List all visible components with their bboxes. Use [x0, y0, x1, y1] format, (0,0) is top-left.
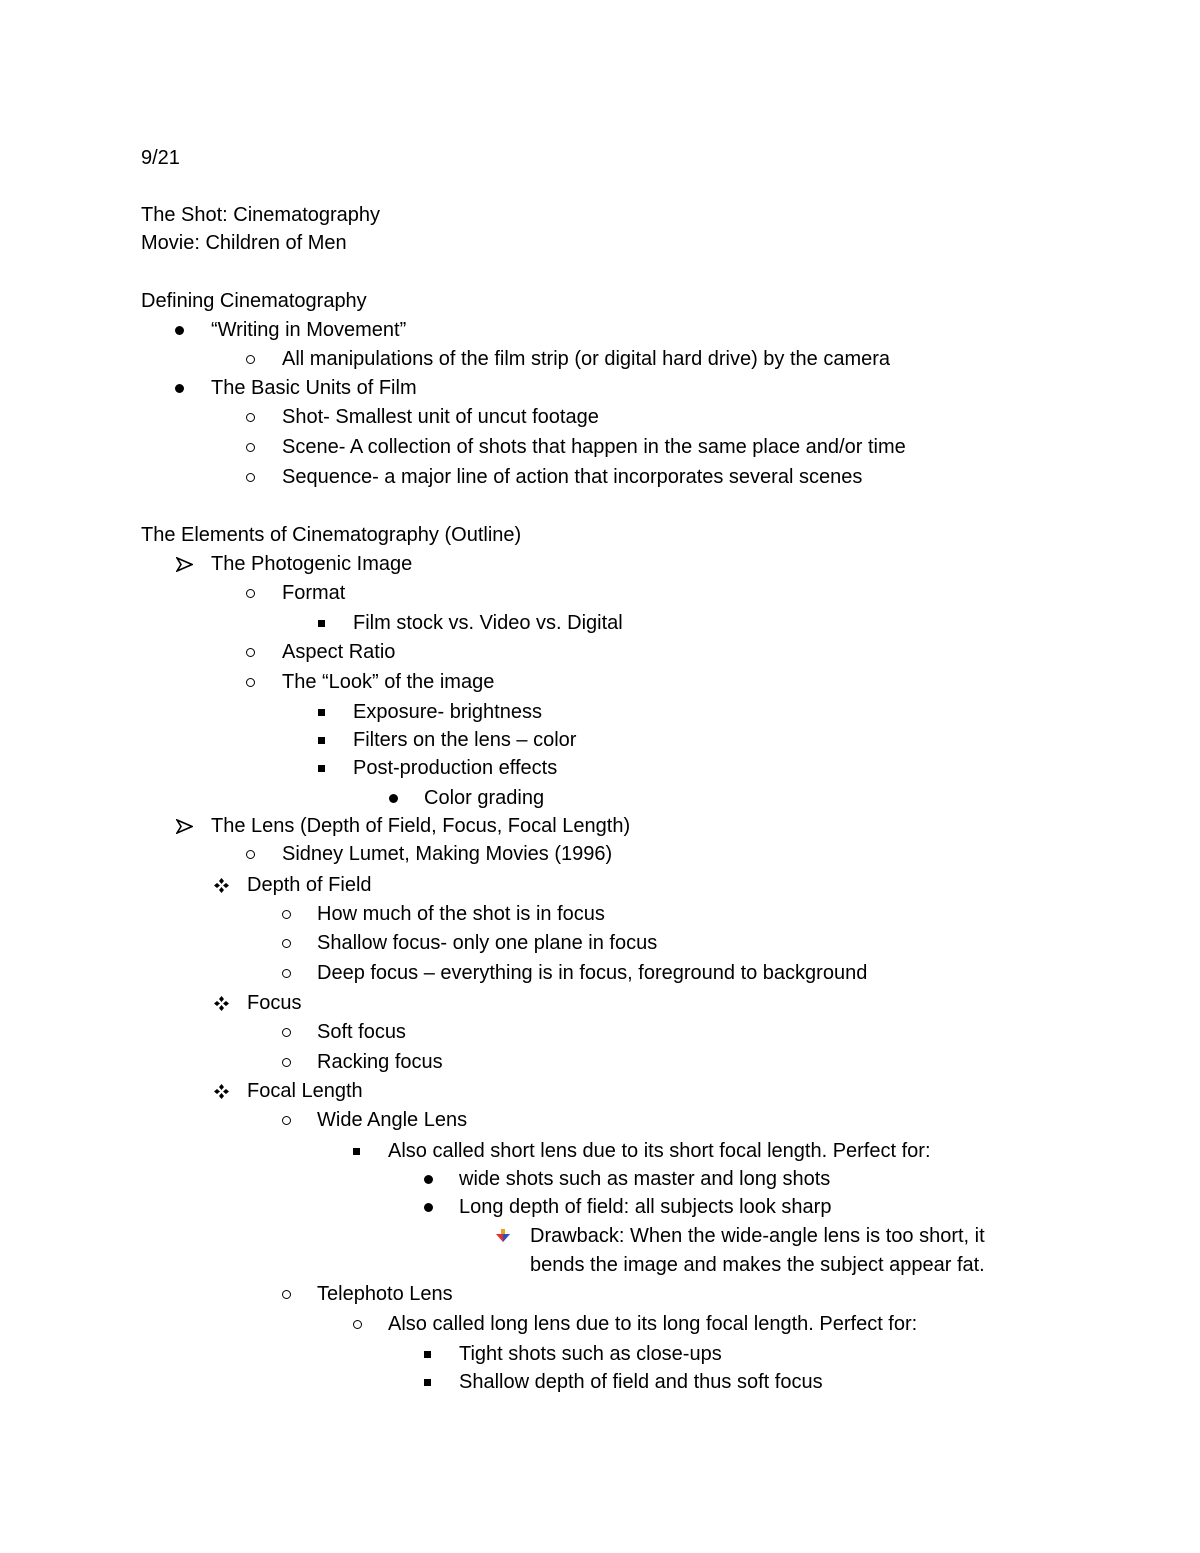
diamond-bullet-icon	[213, 1076, 230, 1106]
bullet-circle-icon	[246, 667, 255, 697]
list-item: Exposure- brightness	[353, 701, 542, 723]
defining-heading: Defining Cinematography	[141, 290, 367, 312]
tele-lens-label: Telephoto Lens	[317, 1283, 453, 1305]
list-item: Color grading	[424, 787, 545, 809]
bullet-dot-icon	[389, 783, 398, 813]
lens-label: The Lens (Depth of Field, Focus, Focal Length)	[211, 815, 631, 837]
bullet-circle-icon	[246, 462, 255, 492]
list-item: Long depth of field: all subjects look sharp	[459, 1196, 832, 1218]
diamond-bullet-icon	[213, 870, 230, 900]
bullet-circle-icon	[282, 1017, 291, 1047]
bullet-circle-icon	[282, 958, 291, 988]
bullet-square-icon	[318, 608, 325, 638]
list-item: Sequence- a major line of action that incorporates several scenes	[282, 466, 863, 488]
bullet-circle-icon	[246, 578, 255, 608]
list-item: “Writing in Movement”	[211, 319, 407, 341]
bullet-circle-icon	[246, 637, 255, 667]
bullet-square-icon	[424, 1367, 431, 1397]
bullet-circle-icon	[246, 402, 255, 432]
list-item: Scene- A collection of shots that happen in the same place and/or time	[282, 436, 906, 458]
drawback-line-1: Drawback: When the wide-angle lens is too short, it	[530, 1225, 985, 1247]
drawback-line-2: bends the image and makes the subject appear fat.	[530, 1254, 985, 1276]
list-item: Post-production effects	[353, 757, 558, 779]
bullet-circle-icon	[282, 1279, 291, 1309]
bullet-square-icon	[318, 697, 325, 727]
bullet-square-icon	[318, 753, 325, 783]
bullet-dot-icon	[175, 315, 184, 345]
movie-title: Movie: Children of Men	[141, 232, 347, 254]
bullet-circle-icon	[246, 344, 255, 374]
list-item: Also called long lens due to its long focal length. Perfect for:	[388, 1313, 918, 1335]
list-item: Racking focus	[317, 1051, 443, 1073]
bullet-dot-icon	[175, 373, 184, 403]
list-item: Filters on the lens – color	[353, 729, 577, 751]
dof-label: Depth of Field	[247, 874, 372, 896]
list-item: Shallow depth of field and thus soft focus	[459, 1371, 823, 1393]
wide-lens-label: Wide Angle Lens	[317, 1109, 468, 1131]
photogenic-label: The Photogenic Image	[211, 553, 413, 575]
elements-heading: The Elements of Cinematography (Outline)	[141, 524, 522, 546]
bullet-circle-icon	[282, 899, 291, 929]
list-item: All manipulations of the film strip (or digital hard drive) by the camera	[282, 348, 891, 370]
list-item: Tight shots such as close-ups	[459, 1343, 722, 1365]
bullet-circle-icon	[282, 1105, 291, 1135]
list-item: Format	[282, 582, 346, 604]
arrow-bullet-icon	[176, 811, 193, 841]
list-item: The “Look” of the image	[282, 671, 495, 693]
bullet-dot-icon	[424, 1164, 433, 1194]
arrow-down-icon	[494, 1221, 512, 1251]
date-label: 9/21	[141, 147, 180, 169]
topic-title: The Shot: Cinematography	[141, 204, 381, 226]
focal-label: Focal Length	[247, 1080, 363, 1102]
arrow-bullet-icon	[176, 549, 193, 579]
bullet-square-icon	[353, 1136, 360, 1166]
list-item: Sidney Lumet, Making Movies (1996)	[282, 843, 613, 865]
bullet-square-icon	[424, 1339, 431, 1369]
diamond-bullet-icon	[213, 988, 230, 1018]
bullet-dot-icon	[424, 1192, 433, 1222]
list-item: Shallow focus- only one plane in focus	[317, 932, 658, 954]
bullet-square-icon	[318, 725, 325, 755]
list-item: Film stock vs. Video vs. Digital	[353, 612, 623, 634]
bullet-circle-icon	[246, 432, 255, 462]
bullet-circle-icon	[353, 1309, 362, 1339]
list-item: Deep focus – everything is in focus, foreground to background	[317, 962, 868, 984]
focus-label: Focus	[247, 992, 302, 1014]
bullet-circle-icon	[282, 1047, 291, 1077]
bullet-circle-icon	[282, 928, 291, 958]
list-item: wide shots such as master and long shots	[459, 1168, 831, 1190]
list-item: Aspect Ratio	[282, 641, 396, 663]
bullet-circle-icon	[246, 839, 255, 869]
list-item: Also called short lens due to its short focal length. Perfect for:	[388, 1140, 931, 1162]
list-item: How much of the shot is in focus	[317, 903, 605, 925]
list-item: Soft focus	[317, 1021, 406, 1043]
list-item: The Basic Units of Film	[211, 377, 417, 399]
list-item: Shot- Smallest unit of uncut footage	[282, 406, 599, 428]
